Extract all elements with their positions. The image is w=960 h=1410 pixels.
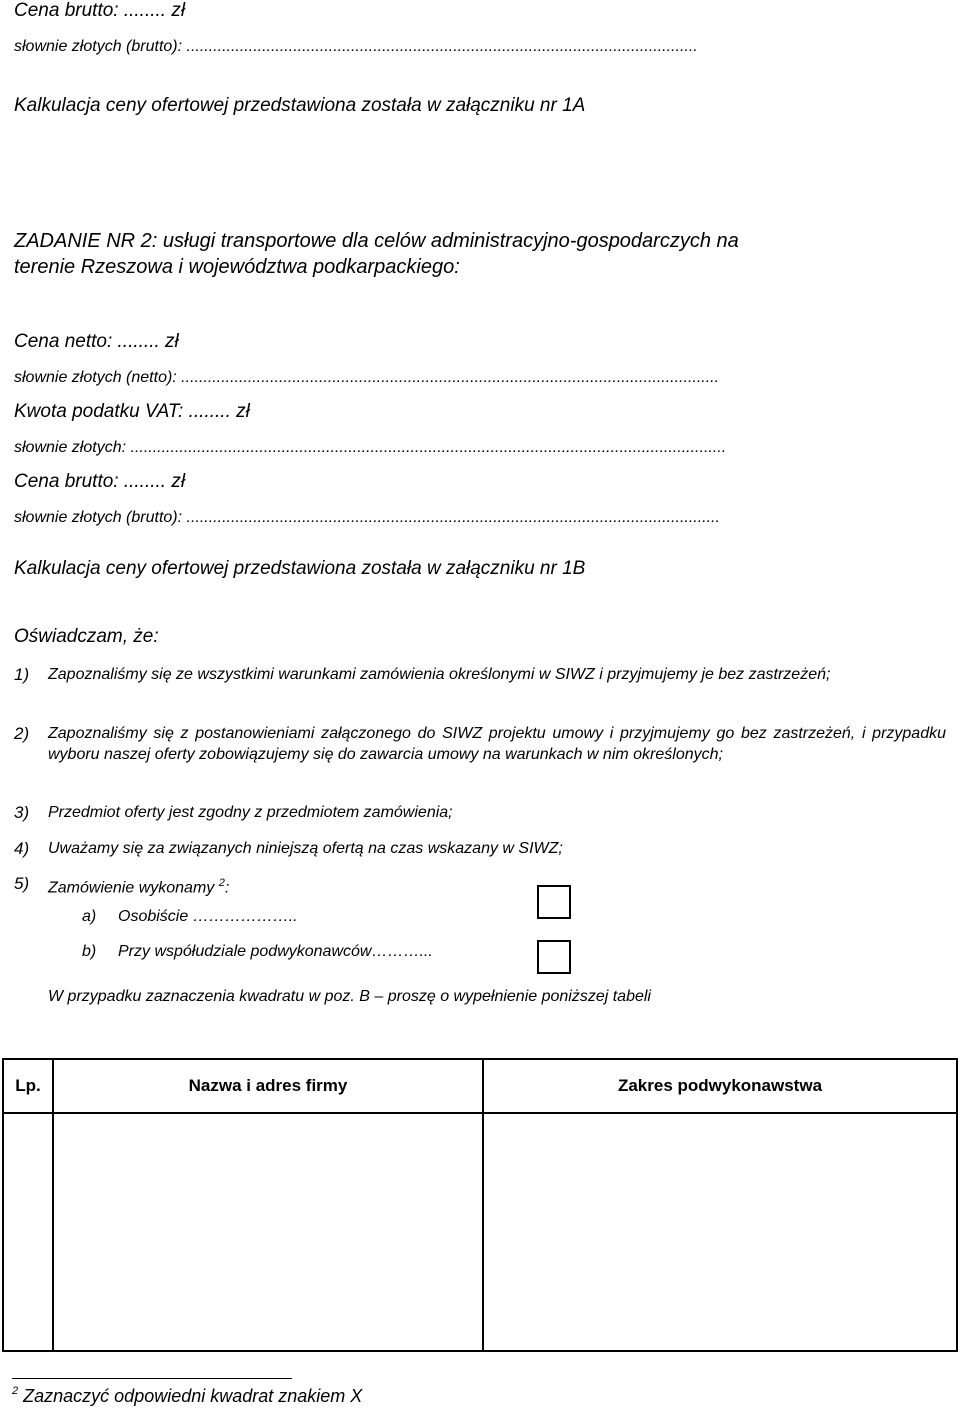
table-note-text: W przypadku zaznaczenia kwadratu w poz. B – proszę o wypełnienie poniższej tabeli: [48, 988, 651, 1005]
header-company-name: Nazwa i adres firmy: [53, 1059, 483, 1113]
task2-gross-words-line: [14, 509, 720, 527]
footnote: [12, 1385, 362, 1407]
header-lp: Lp.: [3, 1059, 53, 1113]
calc-1a-text: Kalkulacja ceny ofertowej przedstawiona została w załączniku nr 1A: [14, 95, 586, 116]
item-number: 4): [14, 839, 30, 858]
net-words-line: [14, 369, 719, 387]
item-text: Zapoznaliśmy się z postanowieniami załączonego do SIWZ projektu umowy i przyjmujemy go bez zastrzeżeń, i przypadku wyboru naszej oferty zobowiązujemy się do zawarcia umowy na warunkach w nim określonych;: [48, 725, 946, 763]
item-text: Uważamy się za związanych niniejszą ofertą na czas wskazany w SIWZ;: [48, 840, 563, 857]
calc-1b-line: [14, 558, 585, 580]
task2-gross-price-text: Cena brutto: ........ zł: [14, 471, 186, 492]
item-number: 2): [14, 724, 30, 743]
item-number: 3): [14, 803, 30, 822]
net-price-line: [14, 331, 179, 353]
declaration-title-text: Oświadczam, że:: [14, 626, 159, 647]
option-a-checkbox[interactable]: [537, 885, 571, 919]
option-b-checkbox[interactable]: [537, 940, 571, 974]
item-5-suffix: :: [224, 879, 230, 897]
table-note: [48, 988, 651, 1006]
vat-amount-line: [14, 401, 250, 423]
item-number: 5): [14, 874, 30, 893]
gross-price-text: Cena brutto: ........ zł: [14, 0, 186, 21]
calc-1a-line: [14, 95, 585, 117]
item-5-text: Zamówienie wykonamy: [48, 879, 215, 897]
vat-words-line: [14, 439, 726, 457]
task2-heading: [14, 228, 946, 280]
net-price-text: Cena netto: ........ zł: [14, 331, 179, 352]
declaration-title: [14, 626, 159, 648]
footnote-ref: 2: [218, 877, 225, 889]
footnote-text: Zaznaczyć odpowiedni kwadrat znakiem X: [23, 1386, 363, 1406]
item-text: [48, 873, 946, 898]
vat-words-text: słownie złotych: ......................................................................................................................................: [14, 439, 727, 456]
cell-lp[interactable]: [3, 1113, 53, 1351]
item-number: 1): [14, 665, 30, 684]
task2-gross-words-text: słownie złotych (brutto): ........................................................................................................................: [14, 509, 720, 526]
task2-heading-line2: terenie Rzeszowa i województwa podkarpackiego:: [14, 256, 460, 278]
item-text: Zapoznaliśmy się ze wszystkimi warunkami zamówienia określonymi w SIWZ i przyjmujemy je bez zastrzeżeń;: [48, 666, 831, 683]
task2-heading-line1: ZADANIE NR 2: usługi transportowe dla celów administracyjno-gospodarczych na: [14, 230, 739, 252]
vat-amount-text: Kwota podatku VAT: ........ zł: [14, 401, 250, 422]
subcontractor-table: [2, 1058, 958, 1352]
gross-words-text: słownie złotych (brutto): ...................................................................................................................: [14, 38, 698, 55]
item-text: Przedmiot oferty jest zgodny z przedmiotem zamówienia;: [48, 804, 453, 821]
gross-words-line: [14, 38, 698, 56]
option-a-text: Osobiście ………………..: [118, 908, 298, 925]
footnote-mark: 2: [12, 1385, 19, 1397]
option-b-label: b): [82, 943, 97, 960]
task2-gross-price-line: [14, 471, 185, 493]
header-subcontract-scope: Zakres podwykonawstwa: [483, 1059, 957, 1113]
option-b-text: Przy współudziale podwykonawców………...: [118, 943, 433, 960]
cell-subcontract-scope[interactable]: [483, 1113, 957, 1351]
table-header-row: [3, 1059, 957, 1113]
net-words-text: słownie złotych (netto): .........................................................................................................................: [14, 369, 720, 386]
gross-price-line: [14, 0, 185, 22]
option-a-label: a): [82, 908, 97, 925]
footnote-rule: [12, 1378, 292, 1379]
table-row: [3, 1113, 957, 1351]
cell-company-name[interactable]: [53, 1113, 483, 1351]
calc-1b-text: Kalkulacja ceny ofertowej przedstawiona została w załączniku nr 1B: [14, 558, 586, 579]
